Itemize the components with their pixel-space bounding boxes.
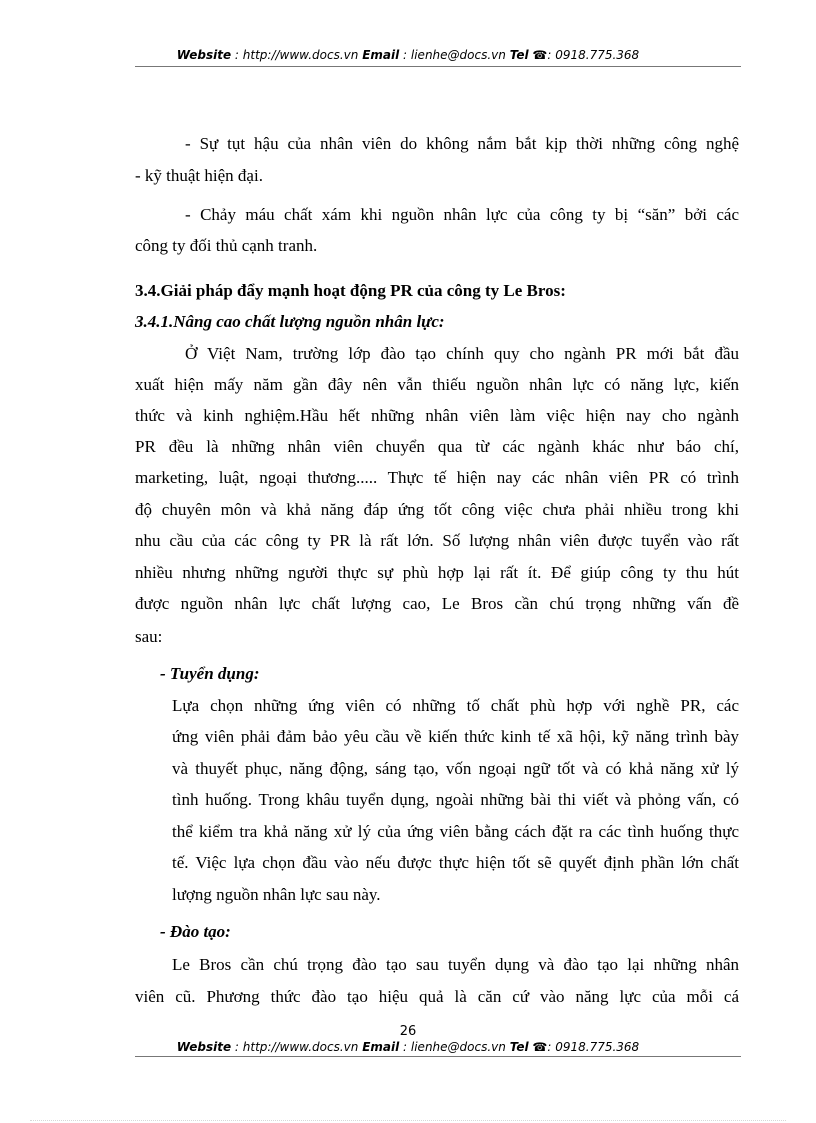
body-line: độ chuyên môn và khả năng đáp ứng tốt công việc chưa phải nhiều trong khi xyxy=(135,500,739,519)
page-number: 26 xyxy=(399,1024,417,1039)
body-line: sau: xyxy=(135,627,163,646)
header-rule xyxy=(135,66,741,67)
email-label: Email xyxy=(362,48,400,62)
footer-rule xyxy=(135,1056,741,1057)
website-label: Website xyxy=(176,1040,232,1054)
body-line: lượng nguồn nhân lực sau này. xyxy=(172,885,381,904)
body-line: công ty đối thủ cạnh tranh. xyxy=(135,236,318,255)
body-line: - Chảy máu chất xám khi nguồn nhân lực của công ty bị “săn” bởi các xyxy=(185,205,739,224)
body-line: tế. Việc lựa chọn đầu vào nếu được thực hiện tốt sẽ quyết định phần lớn chất xyxy=(172,853,739,872)
email-label: Email xyxy=(362,1040,400,1054)
section-heading: 3.4.Giải pháp đẩy mạnh hoạt động PR của công ty Le Bros: xyxy=(135,281,566,300)
tel-number: : 0918.775.368 xyxy=(547,1040,640,1054)
body-line: Lựa chọn những ứng viên có những tố chất phù hợp với nghề PR, các xyxy=(172,696,739,715)
body-line: tình huống. Trong khâu tuyển dụng, ngoài những bài thi viết và phỏng vấn, có xyxy=(172,790,739,809)
body-line: thể kiểm tra khả năng xử lý của ứng viên bằng cách đặt ra các tình huống thực xyxy=(172,822,739,841)
tel-label: Tel xyxy=(509,48,529,62)
body-line: - kỹ thuật hiện đại. xyxy=(135,166,263,185)
subheading-recruitment: - Tuyển dụng: xyxy=(160,664,260,683)
body-line: thức và kinh nghiệm.Hầu hết những nhân viên làm việc hiện nay cho ngành xyxy=(135,406,739,425)
tel-label: Tel xyxy=(509,1040,529,1054)
website-url[interactable]: : http://www.docs.vn xyxy=(231,1040,363,1054)
body-line: ứng viên phải đảm bảo yêu cầu về kiến thức kinh tế xã hội, kỹ năng trình bày xyxy=(172,727,739,746)
body-line: - Sự tụt hậu của nhân viên do không nắm bắt kịp thời những công nghệ xyxy=(185,134,739,153)
body-line: Le Bros cần chú trọng đào tạo sau tuyển dụng và đào tạo lại những nhân xyxy=(172,955,739,974)
body-line: PR đều là những nhân viên chuyển qua từ các ngành khác như báo chí, xyxy=(135,437,739,456)
email-address[interactable]: : lienhe@docs.vn xyxy=(399,1040,510,1054)
website-label: Website xyxy=(176,48,232,62)
body-line: được nguồn nhân lực chất lượng cao, Le Bros cần chú trọng những vấn đề xyxy=(135,594,739,613)
page-header xyxy=(0,48,816,62)
body-line: nhu cầu của các công ty PR là rất lớn. Số lượng nhân viên được tuyển vào rất xyxy=(135,531,739,550)
body-line: Ở Việt Nam, trường lớp đào tạo chính quy cho ngành PR mới bắt đầu xyxy=(185,344,739,363)
page-footer xyxy=(0,1040,816,1054)
body-line: và thuyết phục, năng động, sáng tạo, vốn ngoại ngữ tốt và có khả năng xử lý xyxy=(172,759,739,778)
email-address[interactable]: : lienhe@docs.vn xyxy=(399,48,510,62)
website-url[interactable]: : http://www.docs.vn xyxy=(231,48,363,62)
subsection-heading: 3.4.1.Nâng cao chất lượng nguồn nhân lực: xyxy=(135,312,445,331)
phone-icon: ☎ xyxy=(532,1040,548,1054)
body-line: viên cũ. Phương thức đào tạo hiệu quả là căn cứ vào năng lực của mỗi cá xyxy=(135,987,739,1006)
body-line: marketing, luật, ngoại thương..... Thực tế hiện nay các nhân viên PR có trình xyxy=(135,468,739,487)
page-edge xyxy=(30,1120,786,1121)
body-line: nhiều nhưng những người thực sự phù hợp lại rất ít. Để giúp công ty thu hút xyxy=(135,563,739,582)
subheading-training: - Đào tạo: xyxy=(160,922,231,941)
tel-number: : 0918.775.368 xyxy=(547,48,640,62)
body-line: xuất hiện mấy năm gần đây nên vẫn thiếu nguồn nhân lực có năng lực, kiến xyxy=(135,375,739,394)
phone-icon: ☎ xyxy=(532,48,548,62)
